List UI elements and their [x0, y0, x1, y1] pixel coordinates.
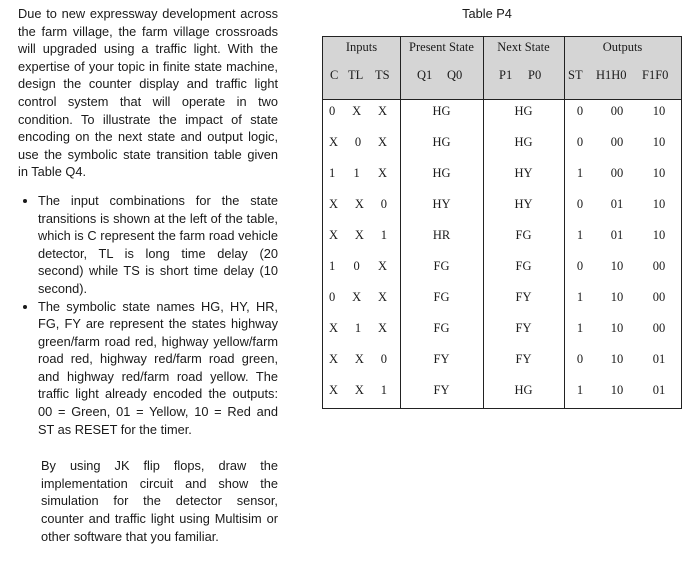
- cell-tl: X: [352, 290, 362, 304]
- cell-ts: X: [377, 259, 387, 273]
- inputs-header: Inputs: [345, 40, 378, 54]
- cell-st: 0: [576, 197, 584, 211]
- cell-next-state: FY: [515, 290, 532, 304]
- cell-st: 1: [576, 166, 584, 180]
- cell-next-state: HY: [514, 166, 533, 180]
- table-row: [323, 163, 681, 194]
- cell-f1f0: 01: [652, 352, 666, 366]
- cell-f1f0: 00: [652, 321, 666, 335]
- cell-tl: X: [354, 352, 364, 366]
- cell-tl: X: [354, 383, 364, 397]
- cell-h1h0: 01: [610, 197, 624, 211]
- cell-c: X: [329, 197, 339, 211]
- f1f0-header: F1F0: [642, 68, 669, 82]
- cell-st: 1: [576, 290, 584, 304]
- cell-ts: X: [377, 166, 387, 180]
- cell-c: X: [329, 135, 339, 149]
- cell-h1h0: 10: [610, 352, 624, 366]
- state-transition-table: [322, 36, 682, 409]
- table-row: [323, 132, 681, 163]
- cell-c: 0: [329, 104, 336, 118]
- table-caption: Table P4: [462, 6, 512, 21]
- p0-header: P0: [528, 68, 542, 82]
- cell-st: 1: [576, 321, 584, 335]
- h1h0-header: H1H0: [596, 68, 627, 82]
- cell-tl: X: [354, 228, 364, 242]
- cell-h1h0: 01: [610, 228, 624, 242]
- cell-h1h0: 00: [610, 166, 624, 180]
- cell-h1h0: 00: [610, 135, 624, 149]
- cell-next-state: FG: [515, 259, 532, 273]
- cell-present-state: HG: [432, 135, 451, 149]
- cell-ts: 0: [380, 352, 387, 366]
- table-row: [323, 256, 681, 287]
- input-ts-header: TS: [375, 68, 390, 82]
- cell-c: X: [329, 383, 339, 397]
- cell-tl: X: [352, 104, 362, 118]
- table-row: [323, 318, 681, 349]
- intro-paragraph: Due to new expressway development across the farm village, the farm village crossroads will upgraded using a traffic light. With the expertise of your topic in finite state machine, design the counter display and traffic light control system that will operate in two condition. To illustrate the impact of state encoding on the next state and output logic, use the symbolic state transition table given in Table Q4.: [18, 6, 278, 180]
- cell-ts: X: [377, 135, 387, 149]
- next-state-header: Next State: [497, 40, 550, 54]
- cell-tl: 1: [353, 166, 360, 180]
- cell-st: 1: [576, 228, 584, 242]
- cell-present-state: FG: [433, 290, 450, 304]
- cell-next-state: FG: [515, 228, 532, 242]
- instruction-paragraph: By using JK flip flops, draw the implementation circuit and show the simulation for the detector sensor, counter and traffic light using Multisim or other software that you familiar.: [41, 458, 278, 544]
- cell-next-state: HG: [514, 104, 533, 118]
- cell-f1f0: 00: [652, 290, 666, 304]
- bullet-states: • The symbolic state names HG, HY, HR, FG, FY are represent the states highway green/farm road red, highway yellow/farm road red, highway red/farm road green, and highway red/farm road yellow. The traffic light already encoded the outputs: 00 = Green, 01 = Yellow, 10 = Red and ST as RESET for the timer.: [38, 298, 278, 439]
- cell-h1h0: 10: [610, 383, 624, 397]
- cell-h1h0: 10: [610, 259, 624, 273]
- cell-ts: X: [377, 321, 387, 335]
- cell-h1h0: 10: [610, 290, 624, 304]
- cell-st: 0: [576, 352, 584, 366]
- cell-present-state: HG: [432, 104, 451, 118]
- cell-next-state: FY: [515, 352, 532, 366]
- cell-next-state: HY: [514, 197, 533, 211]
- outputs-header: Outputs: [602, 40, 643, 54]
- cell-st: 0: [576, 104, 584, 118]
- bullet-inputs: • The input combinations for the state transitions is shown at the left of the table, which is C represent the farm road vehicle detector, TL is long time delay (20 second) while TS is short time delay (10 second).: [38, 192, 278, 298]
- cell-present-state: HG: [432, 166, 451, 180]
- present-state-header: Present State: [409, 40, 474, 54]
- cell-c: X: [329, 321, 339, 335]
- st-header: ST: [568, 68, 583, 82]
- cell-f1f0: 10: [652, 166, 666, 180]
- cell-st: 0: [576, 135, 584, 149]
- cell-f1f0: 10: [652, 104, 666, 118]
- p1-header: P1: [499, 68, 513, 82]
- cell-h1h0: 10: [610, 321, 624, 335]
- cell-present-state: FY: [433, 352, 450, 366]
- cell-f1f0: 10: [652, 135, 666, 149]
- cell-ts: X: [377, 290, 387, 304]
- cell-st: 0: [576, 259, 584, 273]
- cell-present-state: FY: [433, 383, 450, 397]
- cell-c: 0: [329, 290, 336, 304]
- cell-f1f0: 10: [652, 228, 666, 242]
- cell-next-state: FY: [515, 321, 532, 335]
- q0-header: Q0: [447, 68, 463, 82]
- cell-c: 1: [329, 259, 336, 273]
- cell-f1f0: 00: [652, 259, 666, 273]
- cell-f1f0: 01: [652, 383, 666, 397]
- cell-present-state: FG: [433, 259, 450, 273]
- table-row: [323, 225, 681, 256]
- question-text: [18, 5, 278, 545]
- table-row: [323, 194, 681, 225]
- cell-present-state: HY: [432, 197, 451, 211]
- cell-h1h0: 00: [610, 104, 624, 118]
- cell-tl: X: [354, 197, 364, 211]
- table-row: [323, 287, 681, 318]
- table-row: [323, 101, 681, 132]
- input-c-header: C: [330, 68, 339, 82]
- bullet-list: [18, 192, 278, 438]
- cell-ts: 1: [380, 383, 387, 397]
- cell-tl: 0: [353, 259, 360, 273]
- cell-next-state: HG: [514, 135, 533, 149]
- cell-tl: 1: [354, 321, 362, 335]
- table-row: [323, 349, 681, 380]
- cell-ts: 1: [380, 228, 387, 242]
- cell-present-state: FG: [433, 321, 450, 335]
- cell-tl: 0: [354, 135, 362, 149]
- cell-next-state: HG: [514, 383, 533, 397]
- cell-ts: 0: [380, 197, 387, 211]
- cell-present-state: HR: [432, 228, 451, 242]
- cell-c: X: [329, 228, 339, 242]
- cell-c: X: [329, 352, 339, 366]
- cell-c: 1: [329, 166, 336, 180]
- cell-ts: X: [377, 104, 387, 118]
- input-tl-header: TL: [348, 68, 364, 82]
- cell-f1f0: 10: [652, 197, 666, 211]
- table-header: [323, 37, 681, 100]
- cell-st: 1: [576, 383, 584, 397]
- q1-header: Q1: [417, 68, 433, 82]
- table-row: [323, 380, 681, 411]
